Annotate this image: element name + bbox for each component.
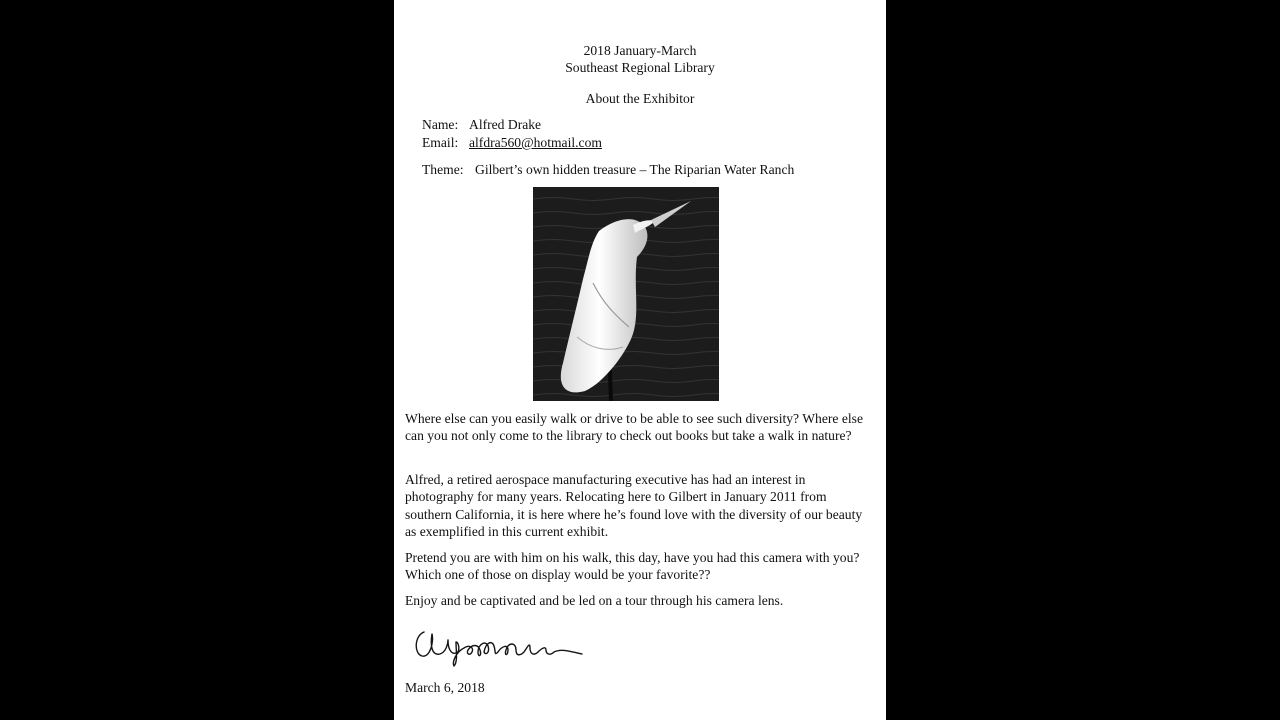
document-date: March 6, 2018 [405,680,485,695]
section-title: About the Exhibitor [585,91,695,106]
header-library-name: Southeast Regional Library [565,60,715,75]
paragraph-enjoy: Enjoy and be captivated and be led on a tour through his camera lens. [405,593,784,608]
name-row [422,116,541,133]
document-page [394,0,886,720]
paragraph-pretend: Pretend you are with him on his walk, this day, have you had this camera with you? Which one of those on display would be your favorite?? [405,550,860,583]
paragraph-biography: Alfred, a retired aerospace manufacturing executive has had an interest in photography for many years. Relocating here to Gilbert in January 2011 from southern California, it is here where he’s found love with the diversity of our beauty as exemplified in this current exhibit. [405,472,863,540]
theme-label: Theme: [422,162,464,177]
email-link[interactable]: alfdra560@hotmail.com [469,135,602,150]
signature [412,622,592,668]
email-label: Email: [422,135,459,150]
name-value: Alfred Drake [469,117,542,132]
name-label: Name: [422,117,459,132]
theme-row [422,161,794,178]
paragraph-diversity: Where else can you easily walk or drive to be able to see such diversity? Where else can you not only come to the library to check out books but take a walk in nature? [405,411,863,444]
header-date-range: 2018 January-March [583,43,697,58]
theme-value: Gilbert’s own hidden treasure – The Riparian Water Ranch [475,162,795,177]
egret-photo [533,187,719,401]
email-row [422,134,602,151]
